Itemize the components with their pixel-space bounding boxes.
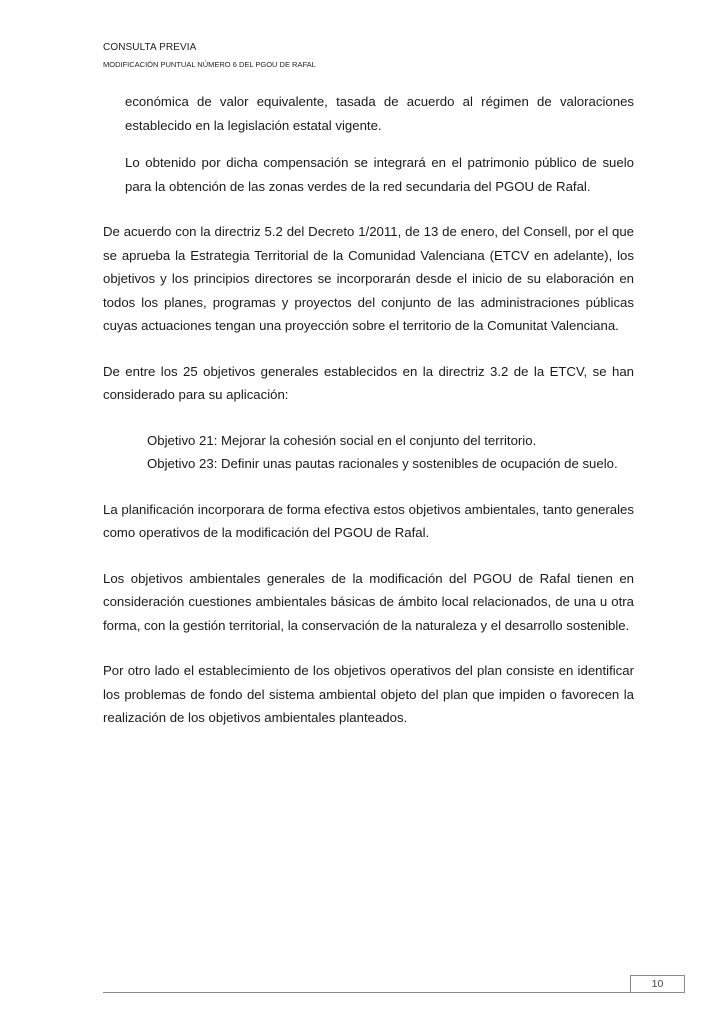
paragraph-directive: De acuerdo con la directriz 5.2 del Decreto 1/2011, de 13 de enero, del Consell, por el que se aprueba la Estrategia Territorial de la Comunidad Valenciana (ETCV en adelante), los objetivos y los principios directores se incorporarán desde el inicio de su elaboración en todos los planes, programas y proyectos del conjunto de las administraciones públicas cuyas actuaciones tengan una proyección sobre el territorio de la Comunitat Valenciana. xyxy=(103,224,634,333)
objective-item: Objetivo 23: Definir unas pautas racionales y sostenibles de ocupación de suelo. xyxy=(147,456,618,471)
header-title: CONSULTA PREVIA xyxy=(103,42,197,53)
paragraph-general-objectives: De entre los 25 objetivos generales establecidos en la directriz 3.2 de la ETCV, se han considerado para su aplicación: xyxy=(103,363,634,402)
document-body xyxy=(103,90,634,730)
paragraph-operational-objectives: Por otro lado el establecimiento de los objetivos operativos del plan consiste en identificar los problemas de fondo del sistema ambiental objeto del plan que impiden o favorecen la realización de los objetivos ambientales planteados. xyxy=(103,663,634,725)
page-header xyxy=(103,41,663,70)
paragraph-compensation: Lo obtenido por dicha compensación se integrará en el patrimonio público de suelo para la obtención de las zonas verdes de la red secundaria del PGOU de Rafal. xyxy=(125,155,634,194)
paragraph-valuation: económica de valor equivalente, tasada de acuerdo al régimen de valoraciones establecido en la legislación estatal vigente. xyxy=(125,94,634,133)
page-number: 10 xyxy=(651,978,664,990)
objectives-list xyxy=(147,429,634,476)
footer-divider xyxy=(103,992,685,993)
header-subtitle: MODIFICACIÓN PUNTUAL NÚMERO 6 DEL PGOU DE RAFAL xyxy=(103,60,316,69)
paragraph-planning: La planificación incorporara de forma efectiva estos objetivos ambientales, tanto generales como operativos de la modificación del PGOU de Rafal. xyxy=(103,501,634,540)
objective-item: Objetivo 21: Mejorar la cohesión social en el conjunto del territorio. xyxy=(147,432,537,448)
paragraph-environmental-objectives: Los objetivos ambientales generales de la modificación del PGOU de Rafal tienen en consideración cuestiones ambientales básicas de ámbito local relacionados, de una u otra forma, con la gestión territorial, la conservación de la naturaleza y el desarrollo sostenible. xyxy=(103,570,634,633)
